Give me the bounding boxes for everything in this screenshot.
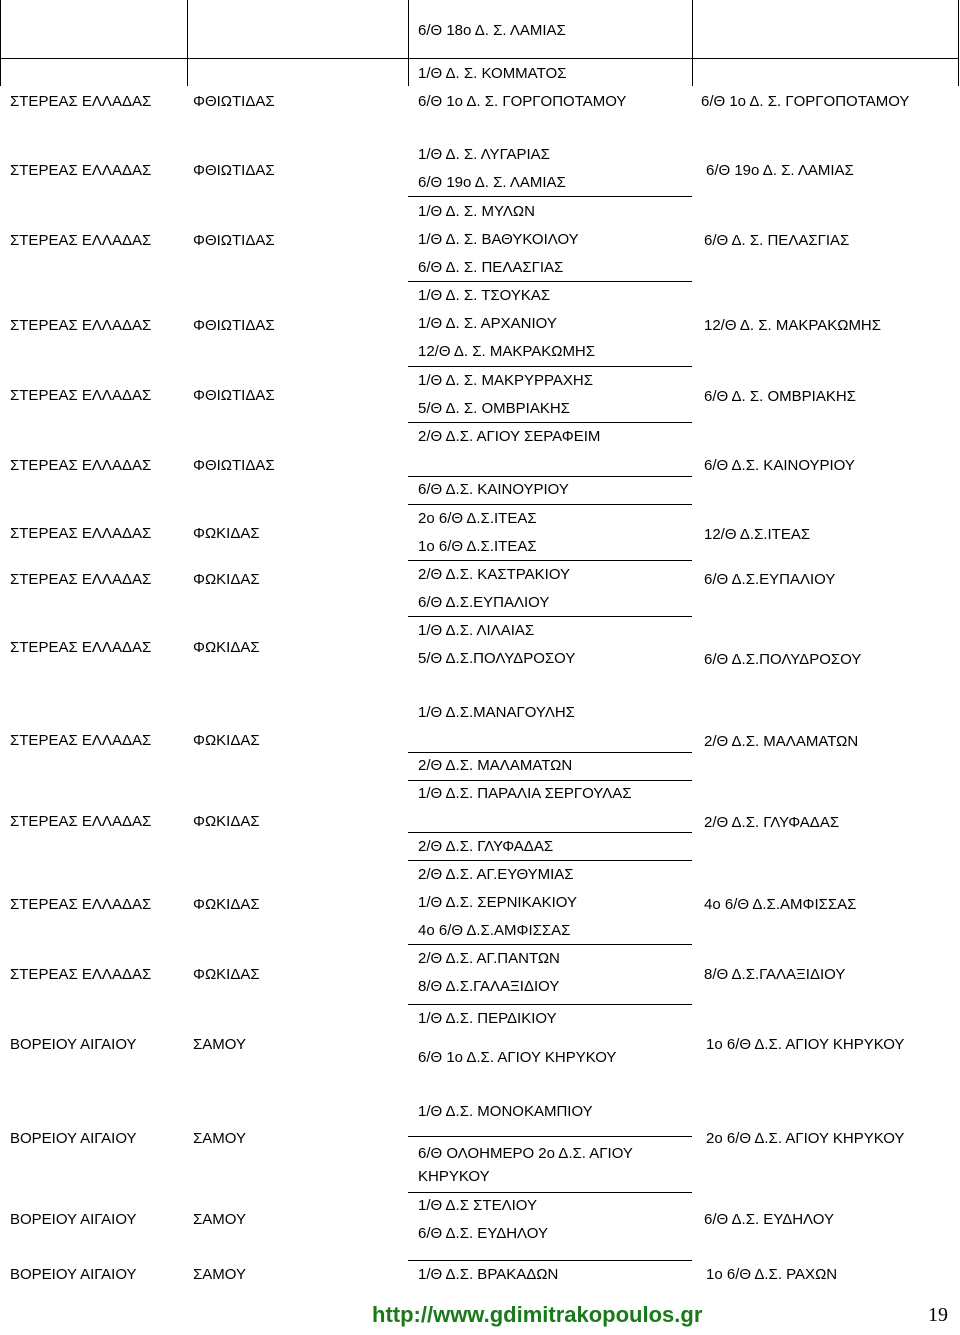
region-cell: ΣΤΕΡΕΑΣ ΕΛΛΑΔΑΣ [10,162,152,179]
school-cell: 1/Θ Δ. Σ. ΤΣΟΥΚΑΣ [418,287,551,304]
cell-divider [408,1136,692,1137]
table-border-left [0,0,1,86]
cell-divider [408,1260,692,1261]
prefecture-cell: ΦΩΚΙΔΑΣ [193,813,260,830]
prefecture-cell: ΦΩΚΙΔΑΣ [193,896,260,913]
school-cell: 6/Θ Δ.Σ. ΚΑΙΝΟΥΡΙΟΥ [418,481,569,498]
cell-divider [408,1192,692,1193]
school-cell: 6/Θ Δ.Σ.ΕΥΠΑΛΙΟΥ [418,594,550,611]
region-cell: ΣΤΕΡΕΑΣ ΕΛΛΑΔΑΣ [10,639,152,656]
region-cell: ΣΤΕΡΕΑΣ ΕΛΛΑΔΑΣ [10,232,152,249]
cell-divider [408,422,692,423]
merged-school-cell: 4ο 6/Θ Δ.Σ.ΑΜΦΙΣΣΑΣ [704,896,857,913]
cell-divider [408,860,692,861]
footer-url: http://www.gdimitrakopoulos.gr [372,1302,703,1327]
prefecture-cell: ΦΘΙΩΤΙΔΑΣ [193,162,275,179]
school-cell: 1/Θ Δ. Σ. ΒΑΘΥΚΟΙΛΟΥ [418,231,579,248]
column-divider [408,0,409,86]
merged-school-cell: 6/Θ 19ο Δ. Σ. ΛΑΜΙΑΣ [706,162,854,179]
merged-school-cell: 6/Θ Δ.Σ.ΠΟΛΥΔΡΟΣΟΥ [704,651,862,668]
region-cell: ΣΤΕΡΕΑΣ ΕΛΛΑΔΑΣ [10,813,152,830]
school-cell: 1/Θ Δ.Σ. ΛΙΛΑΙΑΣ [418,622,535,639]
prefecture-cell: ΦΩΚΙΔΑΣ [193,639,260,656]
cell-divider [408,752,692,753]
column-divider [692,0,693,86]
region-cell: ΣΤΕΡΕΑΣ ΕΛΛΑΔΑΣ [10,317,152,334]
merged-school-cell: 6/Θ 1ο Δ. Σ. ΓΟΡΓΟΠΟΤΑΜΟΥ [701,93,910,110]
merged-school-cell: 1ο 6/Θ Δ.Σ. ΑΓΙΟΥ ΚΗΡΥΚΟΥ [706,1036,905,1053]
school-cell: 2/Θ Δ.Σ. ΑΓΙΟΥ ΣΕΡΑΦΕΙΜ [418,428,601,445]
prefecture-cell: ΦΘΙΩΤΙΔΑΣ [193,387,275,404]
school-cell: 1/Θ Δ.Σ.ΜΑΝΑΓΟΥΛΗΣ [418,704,575,721]
table-border-right [958,0,959,86]
school-cell: 2/Θ Δ.Σ. ΓΛΥΦΑΔΑΣ [418,838,554,855]
merged-school-cell: 6/Θ Δ.Σ. ΚΑΙΝΟΥΡΙΟΥ [704,457,855,474]
region-cell: ΣΤΕΡΕΑΣ ΕΛΛΑΔΑΣ [10,571,152,588]
merged-school-cell: 1ο 6/Θ Δ.Σ. ΡΑΧΩΝ [706,1266,838,1283]
school-cell: 1/Θ Δ. Σ. ΜΥΛΩΝ [418,203,535,220]
row-divider [0,58,959,59]
merged-school-cell: 8/Θ Δ.Σ.ΓΑΛΑΞΙΔΙΟΥ [704,966,846,983]
prefecture-cell: ΣΑΜΟΥ [193,1130,246,1147]
merged-school-cell: 6/Θ Δ. Σ. ΠΕΛΑΣΓΙΑΣ [704,232,850,249]
school-cell: 1/Θ Δ.Σ. ΣΕΡΝΙΚΑΚΙΟΥ [418,894,577,911]
school-cell: 1/Θ Δ.Σ. ΠΕΡΔΙΚΙΟΥ [418,1010,557,1027]
region-cell: ΣΤΕΡΕΑΣ ΕΛΛΑΔΑΣ [10,93,152,110]
school-cell: 1ο 6/Θ Δ.Σ.ΙΤΕΑΣ [418,538,537,555]
prefecture-cell: ΦΩΚΙΔΑΣ [193,966,260,983]
school-cell: 2/Θ Δ.Σ. ΑΓ.ΕΥΘΥΜΙΑΣ [418,866,574,883]
page-number: 19 [928,1304,948,1326]
school-cell: 1/Θ Δ. Σ. ΛΥΓΑΡΙΑΣ [418,146,550,163]
prefecture-cell: ΦΘΙΩΤΙΔΑΣ [193,457,275,474]
region-cell: ΒΟΡΕΙΟΥ ΑΙΓΑΙΟΥ [10,1211,137,1228]
school-cell: 6/Θ 1ο Δ.Σ. ΑΓΙΟΥ ΚΗΡΥΚΟΥ [418,1049,617,1066]
prefecture-cell: ΣΑΜΟΥ [193,1211,246,1228]
prefecture-cell: ΣΑΜΟΥ [193,1036,246,1053]
school-cell: 2ο 6/Θ Δ.Σ.ΙΤΕΑΣ [418,510,537,527]
school-cell: 1/Θ Δ.Σ. ΒΡΑΚΑΔΩΝ [418,1266,559,1283]
school-cell: 8/Θ Δ.Σ.ΓΑΛΑΞΙΔΙΟΥ [418,978,560,995]
merged-school-cell: 2/Θ Δ.Σ. ΜΑΛΑΜΑΤΩΝ [704,733,859,750]
school-cell: 1/Θ Δ.Σ. ΠΑΡΑΛΙΑ ΣΕΡΓΟΥΛΑΣ [418,785,632,802]
school-cell: 6/Θ ΟΛΟΗΜΕΡΟ 2ο Δ.Σ. ΑΓΙΟΥ [418,1145,633,1162]
merged-school-cell: 12/Θ Δ. Σ. ΜΑΚΡΑΚΩΜΗΣ [704,317,882,334]
region-cell: ΣΤΕΡΕΑΣ ΕΛΛΑΔΑΣ [10,732,152,749]
school-cell: 6/Θ Δ.Σ. ΕΥΔΗΛΟΥ [418,1225,548,1242]
school-cell: 2/Θ Δ.Σ. ΑΓ.ΠΑΝΤΩΝ [418,950,560,967]
merged-school-cell: 12/Θ Δ.Σ.ΙΤΕΑΣ [704,526,811,543]
school-cell: 1/Θ Δ. Σ. ΚΟΜΜΑΤΟΣ [418,65,567,82]
cell-divider [408,281,692,282]
school-cell: 2/Θ Δ.Σ. ΚΑΣΤΡΑΚΙΟΥ [418,566,571,583]
merged-school-cell: 2ο 6/Θ Δ.Σ. ΑΓΙΟΥ ΚΗΡΥΚΟΥ [706,1130,905,1147]
school-cell: 1/Θ Δ. Σ. ΑΡΧΑΝΙΟΥ [418,315,557,332]
prefecture-cell: ΦΘΙΩΤΙΔΑΣ [193,317,275,334]
school-cell: 2/Θ Δ.Σ. ΜΑΛΑΜΑΤΩΝ [418,757,573,774]
region-cell: ΒΟΡΕΙΟΥ ΑΙΓΑΙΟΥ [10,1266,137,1283]
school-cell: 6/Θ 19ο Δ. Σ. ΛΑΜΙΑΣ [418,174,566,191]
school-cell: 12/Θ Δ. Σ. ΜΑΚΡΑΚΩΜΗΣ [418,343,596,360]
school-cell: 4ο 6/Θ Δ.Σ.ΑΜΦΙΣΣΑΣ [418,922,571,939]
region-cell: ΒΟΡΕΙΟΥ ΑΙΓΑΙΟΥ [10,1130,137,1147]
school-cell: 6/Θ 18ο Δ. Σ. ΛΑΜΙΑΣ [418,22,566,39]
cell-divider [408,504,692,505]
cell-divider [408,366,692,367]
prefecture-cell: ΦΩΚΙΔΑΣ [193,525,260,542]
cell-divider [408,616,692,617]
column-divider [187,0,188,86]
merged-school-cell: 6/Θ Δ.Σ. ΕΥΔΗΛΟΥ [704,1211,834,1228]
merged-school-cell: 6/Θ Δ. Σ. ΟΜΒΡΙΑΚΗΣ [704,388,856,405]
merged-school-cell: 6/Θ Δ.Σ.ΕΥΠΑΛΙΟΥ [704,571,836,588]
school-cell: ΚΗΡΥΚΟΥ [418,1168,490,1185]
region-cell: ΣΤΕΡΕΑΣ ΕΛΛΑΔΑΣ [10,966,152,983]
merged-school-cell: 2/Θ Δ.Σ. ΓΛΥΦΑΔΑΣ [704,814,840,831]
school-cell: 6/Θ Δ. Σ. ΠΕΛΑΣΓΙΑΣ [418,259,564,276]
cell-divider [408,944,692,945]
school-cell: 5/Θ Δ.Σ.ΠΟΛΥΔΡΟΣΟΥ [418,650,576,667]
region-cell: ΣΤΕΡΕΑΣ ΕΛΛΑΔΑΣ [10,525,152,542]
school-cell: 6/Θ 1ο Δ. Σ. ΓΟΡΓΟΠΟΤΑΜΟΥ [418,93,627,110]
cell-divider [408,196,692,197]
cell-divider [408,832,692,833]
prefecture-cell: ΣΑΜΟΥ [193,1266,246,1283]
cell-divider [408,476,692,477]
region-cell: ΣΤΕΡΕΑΣ ΕΛΛΑΔΑΣ [10,387,152,404]
school-cell: 1/Θ Δ.Σ ΣΤΕΛΙΟΥ [418,1197,537,1214]
region-cell: ΒΟΡΕΙΟΥ ΑΙΓΑΙΟΥ [10,1036,137,1053]
prefecture-cell: ΦΩΚΙΔΑΣ [193,732,260,749]
cell-divider [408,1004,692,1005]
region-cell: ΣΤΕΡΕΑΣ ΕΛΛΑΔΑΣ [10,896,152,913]
prefecture-cell: ΦΘΙΩΤΙΔΑΣ [193,232,275,249]
school-cell: 1/Θ Δ.Σ. ΜΟΝΟΚΑΜΠΙΟΥ [418,1103,593,1120]
region-cell: ΣΤΕΡΕΑΣ ΕΛΛΑΔΑΣ [10,457,152,474]
cell-divider [408,560,692,561]
cell-divider [408,780,692,781]
school-cell: 1/Θ Δ. Σ. ΜΑΚΡΥΡΡΑΧΗΣ [418,372,594,389]
prefecture-cell: ΦΘΙΩΤΙΔΑΣ [193,93,275,110]
school-cell: 5/Θ Δ. Σ. ΟΜΒΡΙΑΚΗΣ [418,400,570,417]
prefecture-cell: ΦΩΚΙΔΑΣ [193,571,260,588]
